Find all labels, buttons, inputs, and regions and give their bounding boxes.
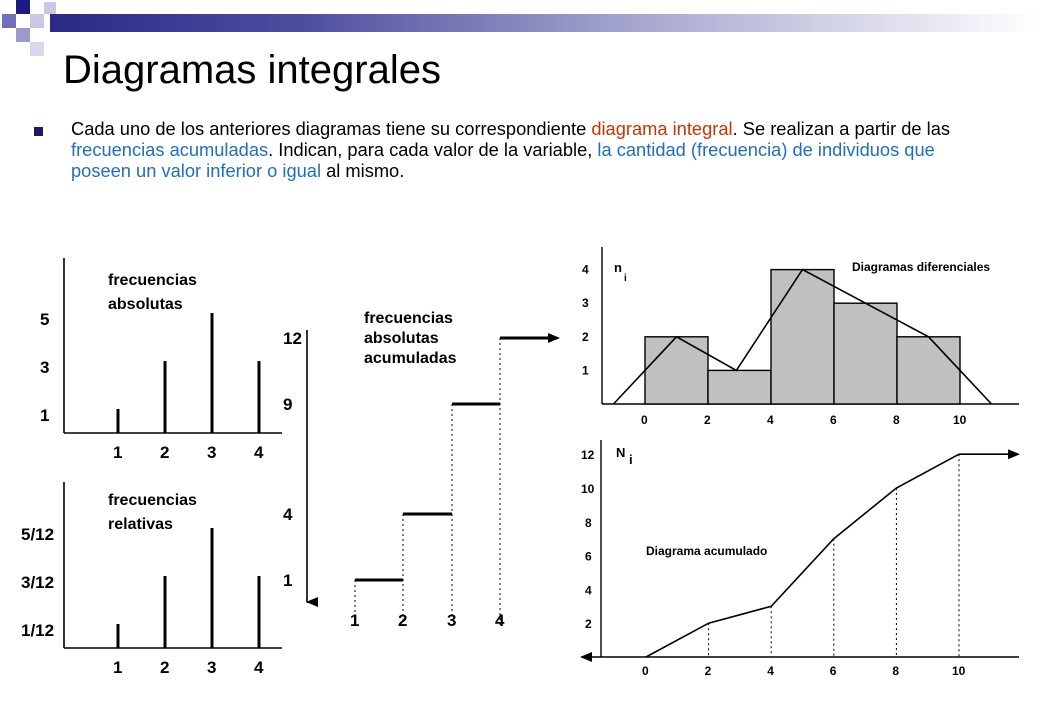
x-tick-label: 10 xyxy=(953,413,967,427)
highlight-frecuencias-acumuladas: frecuencias acumuladas xyxy=(71,139,269,160)
arrow-right-icon xyxy=(1008,449,1020,459)
y-tick-label: 3/12 xyxy=(21,573,55,593)
x-tick-label: 3 xyxy=(207,658,217,677)
text-segment: . Indican, para cada valor de la variable, xyxy=(268,139,598,160)
x-tick-label: 2 xyxy=(704,664,712,678)
y-tick-label: 4 xyxy=(585,583,592,598)
y-tick-label: 1 xyxy=(40,406,50,425)
y-axis-label: n xyxy=(614,260,622,275)
text-segment: . Se realizan a partir de las xyxy=(732,118,951,139)
x-tick-label: 1 xyxy=(350,611,360,630)
y-tick-label: 6 xyxy=(585,549,592,564)
chart-title-line: absolutas xyxy=(364,330,439,347)
x-tick-label: 2 xyxy=(160,658,170,677)
y-tick-label: 4 xyxy=(283,505,293,524)
slide-title: Diagramas integrales xyxy=(63,48,441,92)
highlight-definition: la cantidad (frecuencia) de individuos que poseen un valor inferior o igual xyxy=(71,139,935,181)
x-tick-label: 4 xyxy=(767,413,774,427)
x-tick-label: 2 xyxy=(704,413,711,427)
text-segment: al mismo. xyxy=(321,160,405,181)
x-tick-label: 1 xyxy=(113,658,123,677)
y-tick-label: 1 xyxy=(582,363,589,378)
y-tick-label: 2 xyxy=(582,329,589,344)
highlight-diagrama-integral: diagrama integral xyxy=(591,118,733,139)
x-tick-label: 6 xyxy=(830,413,837,427)
y-tick-label: 5/12 xyxy=(21,525,55,544)
chart-title-line: absolutas xyxy=(108,296,183,313)
text-segment: Cada uno de los anteriores diagramas tiene su correspondiente xyxy=(71,118,592,139)
y-axis-label-subscript: i xyxy=(629,452,633,467)
y-tick-label: 2 xyxy=(585,617,592,632)
histogram-bar xyxy=(897,337,960,404)
y-tick-label: 5 xyxy=(40,310,50,329)
x-tick-label: 0 xyxy=(642,664,649,678)
x-tick-label: 10 xyxy=(952,664,966,678)
y-tick-label: 4 xyxy=(582,262,589,277)
chart-title-line: acumuladas xyxy=(364,350,457,367)
chart-title-line: frecuencias xyxy=(364,310,453,327)
y-tick-label: 1/12 xyxy=(21,621,55,641)
histogram-bar xyxy=(708,370,771,404)
arrow-left-icon xyxy=(580,652,592,662)
y-tick-label: 12 xyxy=(581,448,595,463)
y-axis-label: N xyxy=(616,445,626,460)
x-tick-label: 8 xyxy=(892,664,900,678)
x-tick-label: 2 xyxy=(160,443,170,462)
y-tick-label: 1 xyxy=(283,571,293,590)
chart-title-line: frecuencias xyxy=(108,272,197,289)
x-tick-label: 3 xyxy=(447,611,457,630)
x-tick-label: 4 xyxy=(254,658,264,677)
x-tick-label: 4 xyxy=(767,664,774,678)
histogram-bar xyxy=(771,270,834,404)
y-tick-label: 12 xyxy=(283,329,302,348)
chart-title: Diagramas diferenciales xyxy=(852,260,991,274)
histogram-bar xyxy=(645,337,708,404)
x-tick-label: 4 xyxy=(254,443,264,462)
x-tick-label: 0 xyxy=(641,413,648,427)
y-tick-label: 9 xyxy=(283,395,293,414)
y-tick-label: 10 xyxy=(581,482,595,496)
y-tick-label: 3 xyxy=(582,296,589,311)
x-tick-label: 2 xyxy=(398,611,408,630)
y-tick-label: 8 xyxy=(585,515,592,530)
x-tick-label: 3 xyxy=(207,443,217,462)
chart-title-line: relativas xyxy=(108,516,173,533)
x-tick-label: 4 xyxy=(495,611,505,630)
x-tick-label: 6 xyxy=(829,664,837,678)
chart-title: Diagrama acumulado xyxy=(646,544,768,558)
y-tick-label: 3 xyxy=(40,358,50,377)
histogram-bar xyxy=(834,303,897,404)
x-tick-label: 1 xyxy=(113,443,123,462)
arrow-right-icon xyxy=(548,333,560,343)
y-axis-label-subscript: i xyxy=(624,273,627,284)
chart-title-line: frecuencias xyxy=(108,492,197,509)
x-tick-label: 8 xyxy=(893,413,900,427)
